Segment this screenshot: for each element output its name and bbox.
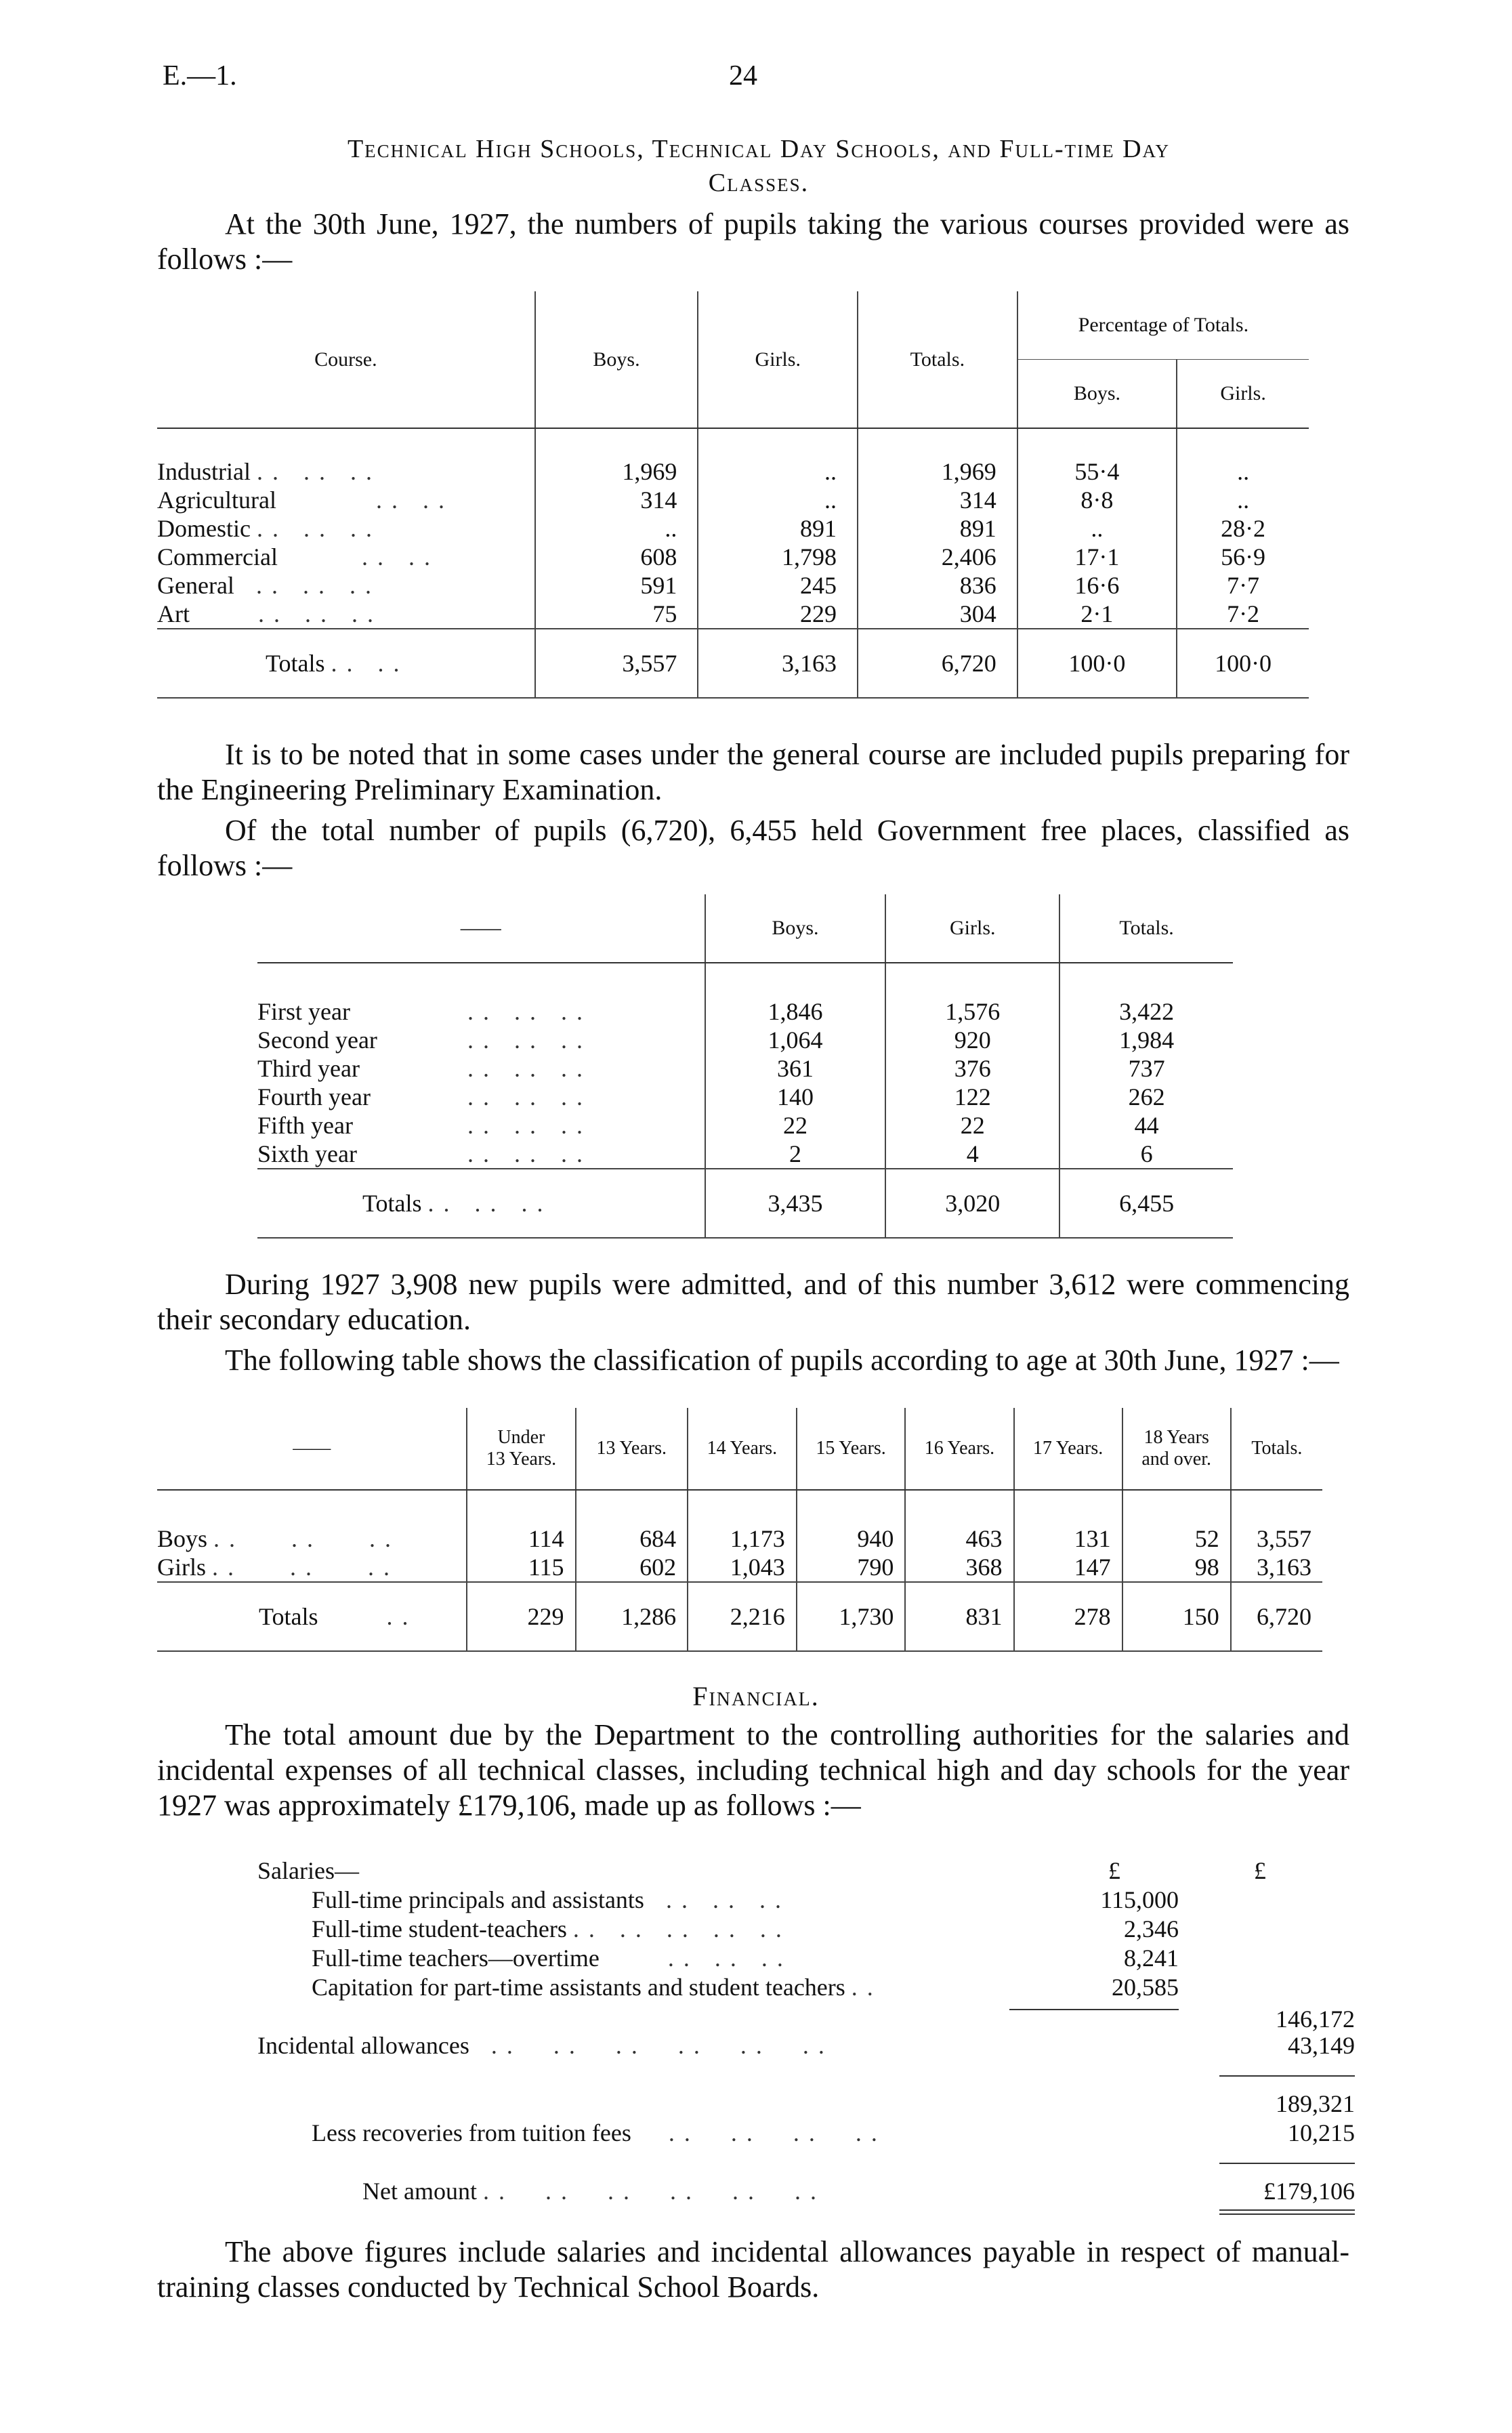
table-row: Fifth year .. .. .. 22 22 44 <box>257 1111 1233 1140</box>
financial-item: Full-time student-teachers .. .. .. .. .. 2,346 <box>312 1915 1179 1942</box>
col-blank: —— <box>157 1408 467 1490</box>
financial-item: Full-time principals and assistants .. .. .. 115,000 <box>312 1886 1179 1913</box>
col-girls: Girls. <box>885 894 1059 963</box>
financial-item: Full-time teachers—overtime .. .. .. 8,241 <box>312 1945 1179 1972</box>
note-paragraph: It is to be noted that in some cases under the general course are included pupils preparing for the Engineering Preliminary Examination. <box>157 738 1349 806</box>
col-boys: Boys. <box>705 894 886 963</box>
col-percentage: Percentage of Totals. <box>1017 291 1309 360</box>
currency-symbol-col1: £ <box>1108 1857 1120 1884</box>
col-under13: Under 13 Years. <box>467 1408 575 1490</box>
subtotal-rule-row <box>257 2060 1274 2089</box>
col-boys: Boys. <box>535 291 698 428</box>
page-header <box>0 60 1512 100</box>
col-15: 15 Years. <box>797 1408 906 1490</box>
section-title-line2: Classes. <box>708 169 810 197</box>
col-pct-girls: Girls. <box>1177 360 1309 429</box>
page-number: 24 <box>729 60 757 91</box>
col-17: 17 Years. <box>1014 1408 1122 1490</box>
col-13: 13 Years. <box>576 1408 688 1490</box>
admissions-paragraph: During 1927 3,908 new pupils were admitted, and of this number 3,612 were commencing their secondary education. <box>157 1268 1349 1336</box>
section-title-line1: Technical High Schools, Technical Day Schools, and Full-time Day <box>347 135 1171 163</box>
age-table <box>157 1408 1322 1652</box>
col-girls: Girls. <box>698 291 858 428</box>
section-title <box>176 132 1341 200</box>
currency-header-row <box>257 1856 1274 1886</box>
col-totals: Totals. <box>1059 894 1233 963</box>
age-paragraph: The following table shows the classification of pupils according to age at 30th June, 1927 :— <box>225 1344 1339 1377</box>
table-row: General .. .. .. 591 245 836 16·6 7·7 <box>157 571 1309 600</box>
table-row: Fourth year .. .. .. 140 122 262 <box>257 1083 1233 1111</box>
col-totals: Totals. <box>1231 1408 1322 1490</box>
net-row: Net amount .. .. .. .. .. .. £179,106 <box>257 2177 1274 2206</box>
free-places-table <box>257 894 1233 1239</box>
totals-row: Totals .. 229 1,286 2,216 1,730 831 278 150 6,720 <box>157 1582 1322 1651</box>
salaries-total-row: 146,172 <box>257 2002 1274 2031</box>
financial-paragraph: The total amount due by the Department to the controlling authorities for the salaries and incidental expenses of all technical classes, including technical high and day schools for the year 1927 was approximately £179,106, made up as follows :— <box>157 1718 1349 1822</box>
col-blank: —— <box>257 894 705 963</box>
incidental-row: Incidental allowances .. .. .. .. .. .. 43,149 <box>257 2032 1355 2059</box>
totals-row: Totals .. .. .. 3,435 3,020 6,455 <box>257 1169 1233 1238</box>
table-row: Girls .. .. .. 115 602 1,043 790 368 147 98 3,163 <box>157 1553 1322 1582</box>
subtotal-row: 189,321 <box>1276 2090 1355 2117</box>
less-row: Less recoveries from tuition fees .. .. .. .. 10,215 <box>312 2119 1355 2146</box>
col-pct-boys: Boys. <box>1017 360 1177 429</box>
table-row: Third year .. .. .. 361 376 737 <box>257 1054 1233 1083</box>
financial-item: Capitation for part-time assistants and student teachers .. 20,585 <box>312 1974 1179 2001</box>
col-18-over: 18 Years and over. <box>1122 1408 1231 1490</box>
salaries-label: Salaries— <box>257 1857 359 1884</box>
table-row: Commercial .. .. 608 1,798 2,406 17·1 56·9 <box>157 543 1309 571</box>
table-row: Second year .. .. .. 1,064 920 1,984 <box>257 1026 1233 1054</box>
col-totals: Totals. <box>858 291 1017 428</box>
table-row: Industrial .. .. .. 1,969 .. 1,969 55·4 .. <box>157 457 1309 486</box>
col-14: 14 Years. <box>688 1408 797 1490</box>
report-reference: E.—1. <box>163 60 237 91</box>
col-16: 16 Years. <box>905 1408 1013 1490</box>
financial-heading: Financial. <box>692 1681 820 1711</box>
net-rule-row <box>257 2148 1274 2177</box>
free-places-paragraph: Of the total number of pupils (6,720), 6,455 held Government free places, classified as follows :— <box>157 814 1349 882</box>
col-course: Course. <box>157 291 535 428</box>
courses-table <box>157 291 1309 699</box>
table-row: Domestic .. .. .. .. 891 891 .. 28·2 <box>157 514 1309 543</box>
table-row: Art .. .. .. 75 229 304 2·1 7·2 <box>157 600 1309 629</box>
table-row: Sixth year .. .. .. 2 4 6 <box>257 1140 1233 1169</box>
table-row: Agricultural .. .. 314 .. 314 8·8 .. <box>157 486 1309 514</box>
table-row: First year .. .. .. 1,846 1,576 3,422 <box>257 997 1233 1026</box>
table-row: Boys .. .. .. 114 684 1,173 940 463 131 52 3,557 <box>157 1524 1322 1553</box>
intro-paragraph: At the 30th June, 1927, the numbers of pupils taking the various courses provided were as follows :— <box>157 207 1349 276</box>
closing-paragraph: The above figures include salaries and incidental allowances payable in respect of manual-training classes conducted by Technical School Boards. <box>157 2235 1349 2304</box>
financial-statement <box>257 1856 1355 2206</box>
totals-row: Totals .. .. 3,557 3,163 6,720 100·0 100·0 <box>157 629 1309 698</box>
currency-symbol-col2: £ <box>1254 1857 1266 1884</box>
